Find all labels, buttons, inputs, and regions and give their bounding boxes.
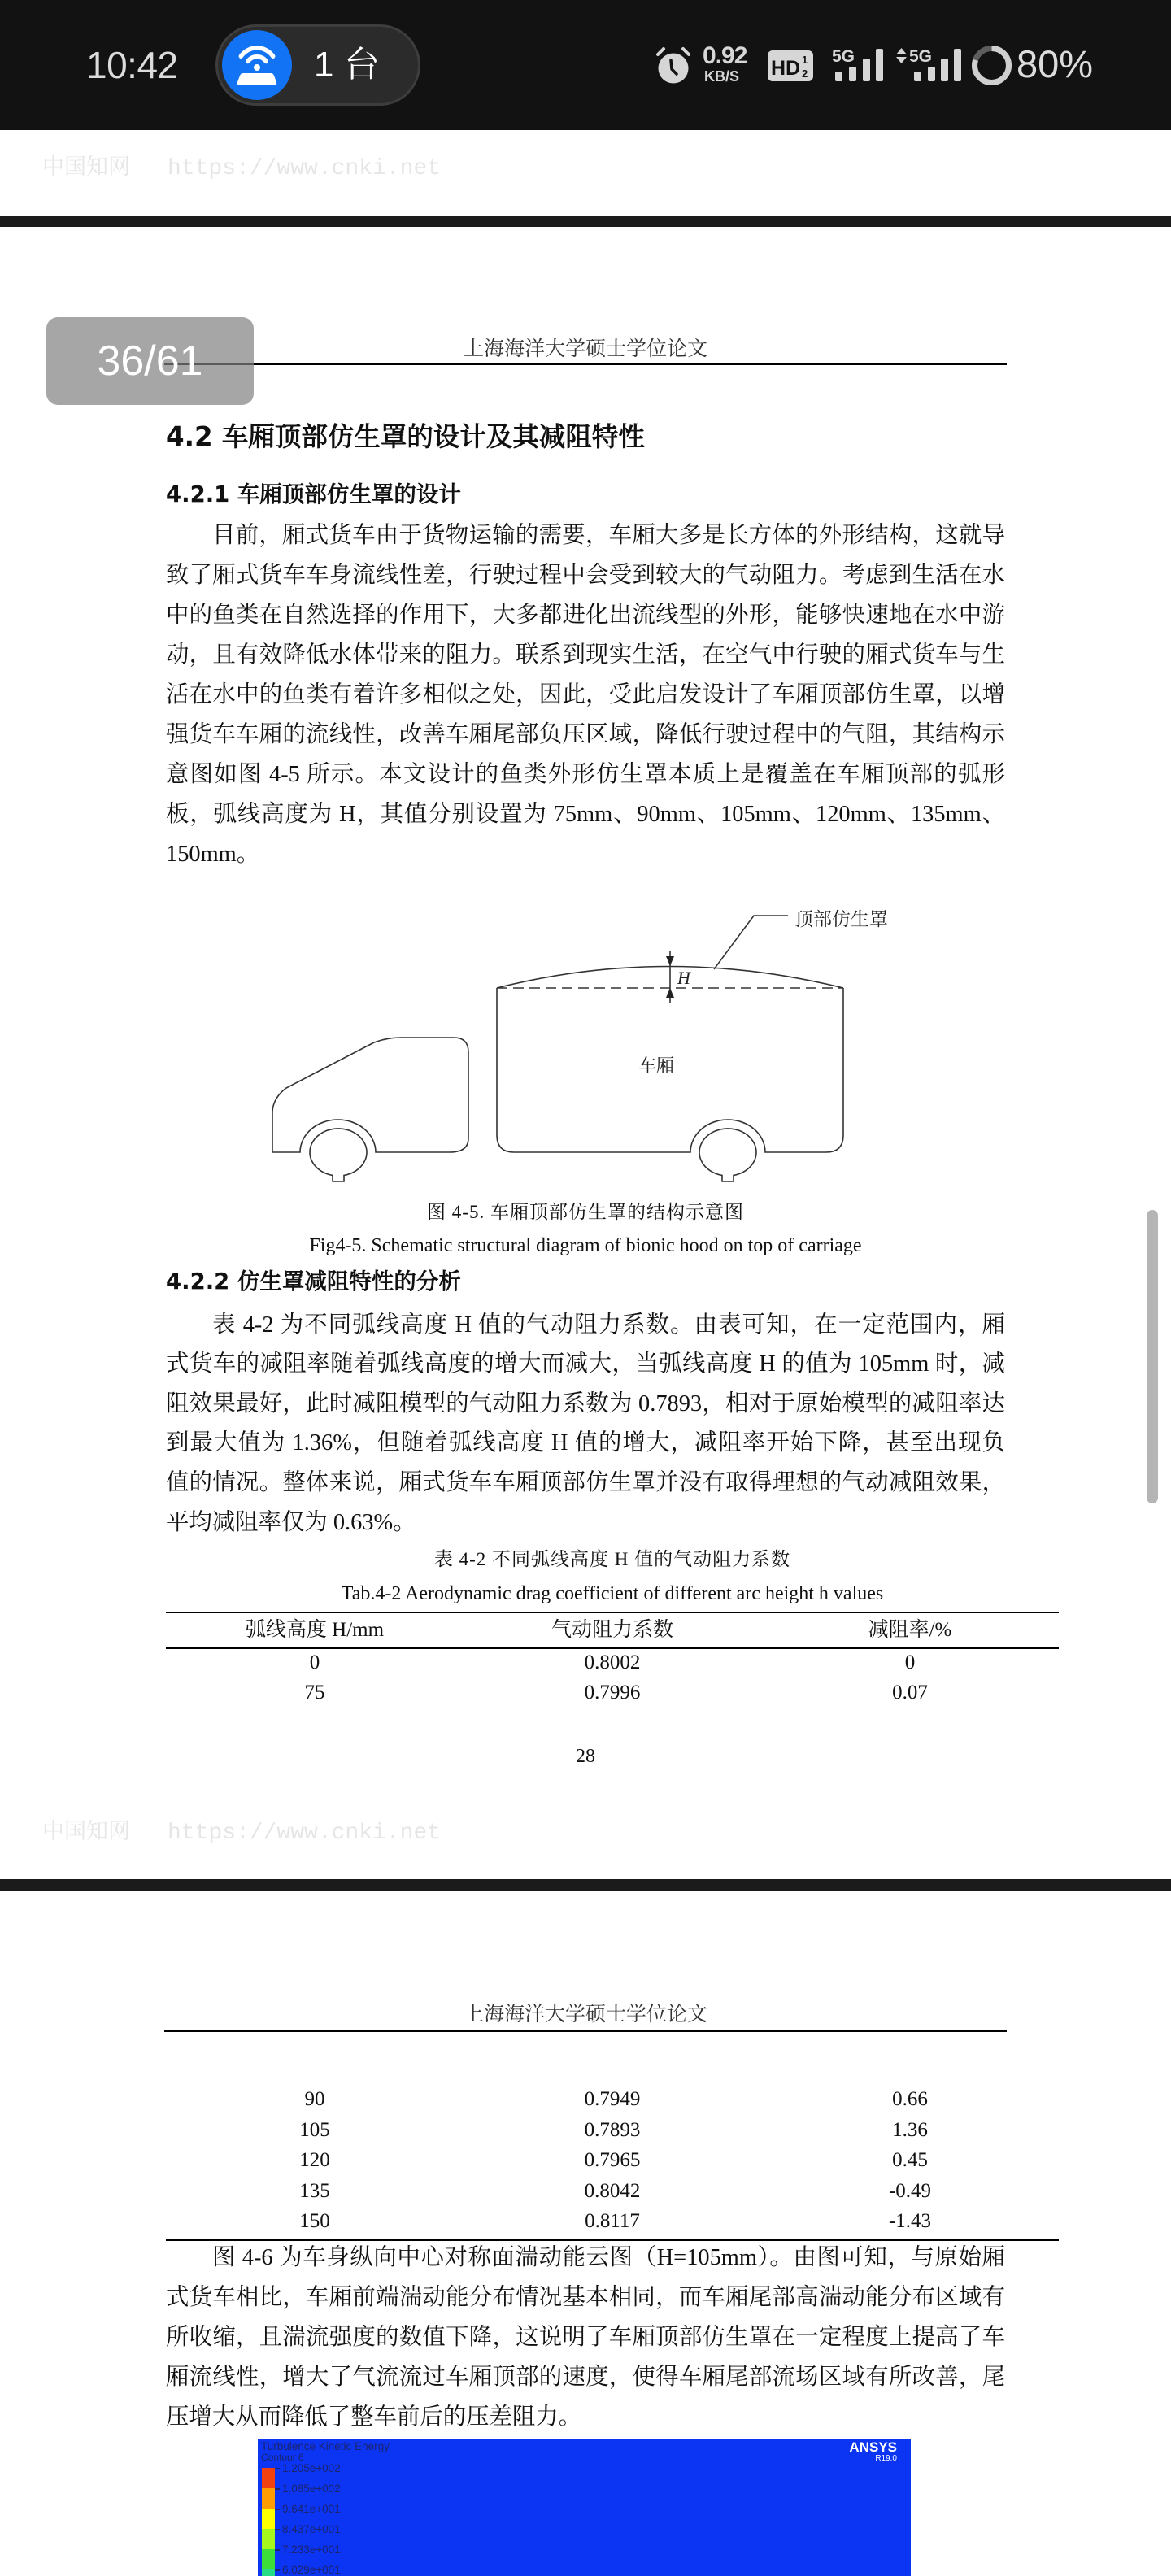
text-line: 中的鱼类在自然选择的作用下，大多都进化出流线型的外形，能够快速地在水中游 [166, 602, 1005, 628]
text-line: 阻效果最好，此时减阻模型的气动阻力系数为 0.7893，相对于原始模型的减阻率达 [166, 1390, 1005, 1416]
table-cell: 0.07 [892, 1682, 928, 1704]
battery-ring-icon [971, 45, 1012, 86]
page-number: 28 [576, 1746, 595, 1767]
watermark-site: 中国知网 [42, 154, 130, 180]
legend-label: 8.437e+001 [282, 2523, 341, 2535]
table-cell: 0.8002 [584, 1651, 641, 1673]
table-header-arc-height: 弧线高度 H/mm [245, 1619, 385, 1641]
text-line: 150mm。 [166, 841, 260, 867]
table-cell: 0.7965 [584, 2149, 641, 2171]
table-cell: 105 [299, 2118, 330, 2141]
table-cell: -0.49 [888, 2179, 932, 2202]
table-cell: 75 [304, 1682, 325, 1704]
text-line: 式货车相比，车厢前端湍动能分布情况基本相同，而车厢尾部高湍动能分布区域有 [166, 2284, 1005, 2310]
subsection-title-4-2-2: 4.2.2 仿生罩减阻特性的分析 [166, 1268, 461, 1295]
status-time: 10:42 [86, 44, 178, 86]
text-line: 厢流线性，增大了气流流过车厢顶部的速度，使得车厢尾部流场区域有所改善，尾 [166, 2364, 1005, 2390]
table-cell: 0 [309, 1651, 320, 1673]
signal-bar [849, 67, 856, 81]
text-line: 所收缩，且湍流强度的数值下降，这说明了车厢顶部仿生罩在一定程度上提高了车 [166, 2324, 1005, 2350]
signal-bar [876, 49, 883, 81]
hotspot-device-count: 1 台 [314, 45, 380, 85]
legend-tick [275, 2569, 280, 2571]
legend-band [262, 2468, 275, 2488]
text-line: 到最大值为 1.36%，但随着弧线高度 H 值的增大，减阻率开始下降，甚至出现负 [166, 1430, 1005, 1456]
legend-tick [275, 2549, 280, 2551]
network-speed-value: 0.92 [703, 42, 747, 69]
text-line: 致了厢式货车车身流线性差，行驶过程中会受到较大的气动阻力。考虑到生活在水 [166, 562, 1005, 588]
truck-cab-outline [272, 1038, 468, 1152]
table-top-rule [166, 1612, 1059, 1613]
table-cell: -1.43 [888, 2210, 932, 2232]
table-row [166, 2115, 1059, 2146]
page-divider [0, 1879, 1171, 1891]
signal-bar [941, 59, 948, 81]
legend-band [262, 2549, 275, 2569]
figure-4-5-schematic [244, 886, 927, 1195]
text-line: 压增大从而降低了整车前后的压差阻力。 [166, 2404, 582, 2430]
paragraph-bionic-hood-design [166, 516, 1005, 874]
data-down-arrow-icon [896, 57, 907, 63]
hd-voice-icon [768, 50, 813, 81]
table-cell: 0.7996 [584, 1682, 641, 1704]
table-row [166, 1677, 1059, 1708]
text-line: 板，弧线高度为 H，其值分别设置为 75mm、90mm、105mm、120mm、135mm、 [166, 801, 1005, 827]
signal-bar [914, 72, 921, 81]
dimension-label: H [677, 968, 690, 988]
ansys-version: R19.0 [875, 2454, 897, 2463]
legend-band [262, 2529, 275, 2549]
sim2-network-type: 5G [909, 47, 933, 66]
table-cell: 0.7893 [584, 2118, 641, 2141]
legend-tick [275, 2509, 280, 2510]
watermark-url: https://www.cnki.net [168, 1821, 442, 1846]
table-cell: 0.8042 [584, 2179, 641, 2202]
legend-label: 7.233e+001 [282, 2543, 341, 2556]
text-line: 值的情况。整体来说，厢式货车车厢顶部仿生罩并没有取得理想的气动减阻效果， [166, 1470, 1005, 1496]
table-cell: 135 [299, 2179, 330, 2202]
table-cell: 0.7949 [584, 2088, 641, 2110]
table-header-drag-coefficient: 气动阻力系数 [551, 1619, 673, 1641]
page-indicator[interactable]: 36/61 [46, 317, 254, 405]
text-line: 强货车车厢的流线性，改善车厢尾部负压区域，降低行驶过程中的气阻，其结构示 [166, 721, 1005, 747]
table-caption-cn: 表 4-2 不同弧线高度 H 值的气动阻力系数 [433, 1549, 791, 1569]
alarm-clock-icon [654, 46, 693, 85]
table-row [166, 1647, 1059, 1677]
network-speed-unit: KB/S [704, 68, 740, 85]
callout-label: 顶部仿生罩 [794, 909, 888, 930]
table-cell: 1.36 [892, 2118, 928, 2141]
hd-label: HD [771, 57, 801, 80]
text-line: 表 4-2 为不同弧线高度 H 值的气动阻力系数。由表可知，在一定范围内，厢 [212, 1312, 1005, 1338]
table-cell: 0.8117 [585, 2210, 640, 2232]
legend-band [262, 2569, 275, 2576]
watermark-url: https://www.cnki.net [168, 156, 442, 181]
front-wheel [310, 1129, 367, 1181]
paragraph-turbulence-analysis [166, 2238, 1005, 2437]
watermark-top [42, 153, 441, 182]
legend-label: 1.205e+002 [282, 2462, 341, 2474]
turbulence-contour-figure [258, 2439, 911, 2576]
table-cell: 150 [299, 2210, 330, 2232]
table-header-row [166, 1614, 1059, 1647]
legend-band [262, 2509, 275, 2529]
rear-wheel [699, 1129, 756, 1181]
running-header: 上海海洋大学硕士学位论文 [463, 338, 707, 360]
legend-tick [275, 2529, 280, 2530]
hotspot-router-icon [222, 30, 292, 100]
hd-sim-bottom: 2 [802, 67, 808, 80]
legend-tick [275, 2468, 280, 2469]
figure-caption-cn: 图 4-5. 车厢顶部仿生罩的结构示意图 [427, 1202, 744, 1222]
table-row [166, 2145, 1059, 2176]
legend-band [262, 2488, 275, 2509]
text-line: 意图如图 4-5 所示。本文设计的鱼类外形仿生罩本质上是覆盖在车厢顶部的弧形 [166, 761, 1005, 787]
table-cell: 0 [904, 1651, 916, 1673]
text-line: 活在水中的鱼类有着许多相似之处，因此，受此启发设计了车厢顶部仿生罩，以增 [166, 681, 1005, 707]
legend-tick [275, 2488, 280, 2490]
text-line: 式货车的减阻率随着弧线高度的增大而减大，当弧线高度 H 的值为 105mm 时，减 [166, 1351, 1005, 1377]
legend-label: 9.641e+001 [282, 2503, 341, 2515]
ansys-logo: ANSYS [849, 2439, 897, 2455]
contour-title: Turbulence Kinetic Energy [261, 2440, 390, 2452]
watermark-site: 中国知网 [42, 1819, 130, 1844]
legend-label: 6.029e+001 [282, 2564, 341, 2576]
carriage-label: 车厢 [638, 1056, 675, 1077]
battery-percentage: 80% [1016, 42, 1094, 85]
table-row [166, 2206, 1059, 2237]
text-line: 平均减阻率仅为 0.63%。 [166, 1509, 416, 1535]
callout-leader-line [714, 916, 788, 969]
table-cell: 0.45 [892, 2149, 928, 2171]
section-title: 4.2 车厢顶部仿生罩的设计及其减阻特性 [166, 421, 645, 452]
signal-bar [954, 49, 961, 81]
signal-bar [835, 72, 842, 81]
figure-caption-en: Fig4-5. Schematic structural diagram of bionic hood on top of carriage [309, 1235, 862, 1256]
sim1-network-type: 5G [832, 47, 855, 66]
table-cell: 120 [299, 2149, 330, 2171]
header-rule [164, 2030, 1007, 2032]
table-caption-en: Tab.4-2 Aerodynamic drag coefficient of different arc height h values [341, 1583, 884, 1604]
hd-sim-top: 1 [802, 54, 808, 66]
contour-subtitle: Contour 6 [261, 2452, 304, 2463]
signal-bar [928, 67, 935, 81]
page-divider [0, 216, 1171, 227]
data-up-arrow-icon [896, 48, 907, 54]
signal-bar [863, 59, 870, 81]
dimension-arrow-up-icon [666, 988, 674, 998]
paragraph-drag-analysis [166, 1306, 1005, 1543]
header-rule [164, 363, 1007, 365]
table-header-drag-reduction: 减阻率/% [868, 1619, 952, 1641]
table-row [166, 2176, 1059, 2207]
legend-label: 1.085e+002 [282, 2482, 341, 2495]
text-line: 动，且有效降低水体带来的阻力。联系到现实生活，在空气中行驶的厢式货车与生 [166, 642, 1005, 668]
watermark-bottom [42, 1817, 441, 1847]
table-row [166, 2084, 1059, 2115]
running-header: 上海海洋大学硕士学位论文 [463, 2004, 707, 2026]
table-cell: 90 [304, 2088, 325, 2110]
dimension-arrow-down-icon [666, 956, 674, 966]
sim1-signal-icon [831, 44, 885, 83]
sim2-signal-icon [895, 44, 963, 83]
text-line: 图 4-6 为车身纵向中心对称面湍动能云图（H=105mm）。由图可知，与原始厢 [212, 2244, 1005, 2270]
text-line: 目前，厢式货车由于货物运输的需要，车厢大多是长方体的外形结构，这就导 [212, 522, 1005, 548]
table-cell: 0.66 [892, 2088, 928, 2110]
subsection-title-4-2-1: 4.2.1 车厢顶部仿生罩的设计 [166, 481, 461, 507]
scrollbar-thumb[interactable] [1147, 1210, 1158, 1503]
